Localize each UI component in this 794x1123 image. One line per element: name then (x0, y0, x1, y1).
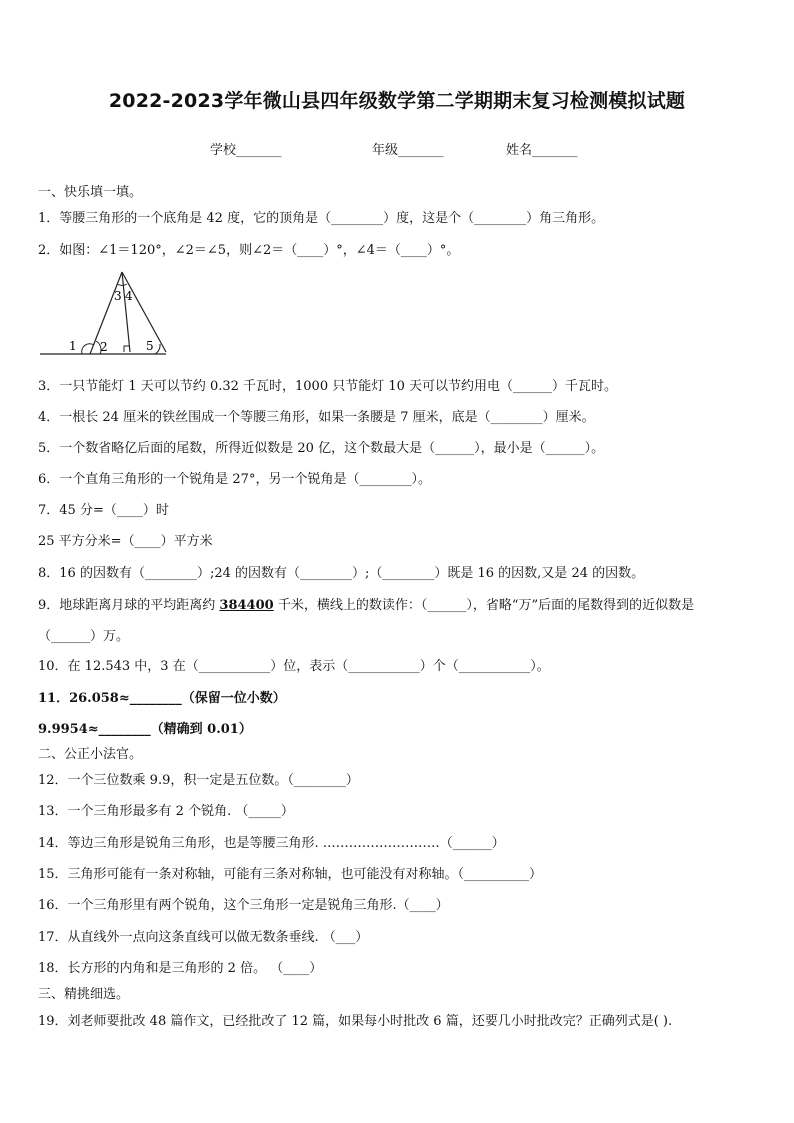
section-heading-2: 二、公正小法官。 (38, 747, 143, 762)
question-6: 6．一个直角三角形的一个锐角是 27°，另一个锐角是（________）。 (38, 472, 431, 487)
school-field: 学校_______ (210, 143, 282, 158)
question-12: 12．一个三位数乘 9.9，积一定是五位数。（________） (38, 773, 359, 788)
question-9 (38, 594, 694, 613)
apex-angle-arc (117, 284, 127, 285)
angle-label-1: 1 (69, 339, 77, 353)
page-title: 2022-2023学年微山县四年级数学第二学期期末复习检测模拟试题 (108, 90, 686, 112)
question-5: 5．一个数省略亿后面的尾数，所得近似数是 20 亿，这个数最大是（______），最小是（______）。 (38, 441, 605, 456)
question-11a: 11．26.058≈________（保留一位小数） (38, 691, 286, 706)
angle-label-4: 4 (125, 289, 133, 303)
section-heading-1: 一、快乐填一填。 (38, 185, 143, 200)
name-field: 姓名_______ (506, 143, 578, 158)
question-2: 2．如图：∠1＝120°，∠2＝∠5，则∠2＝（____）°，∠4＝（____）°。 (38, 243, 460, 258)
question-10: 10．在 12.543 中，3 在（___________）位，表示（___________）个（___________）。 (38, 659, 550, 674)
angle-5-arc (155, 344, 160, 354)
question-8: 8．16 的因数有（________）;24 的因数有（________）;（________）既是 16 的因数,又是 24 的因数。 (38, 566, 645, 581)
question-7b: 25 平方分米=（____）平方米 (38, 534, 213, 549)
question-17: 17．从直线外一点向这条直线可以做无数条垂线. （___） (38, 930, 369, 945)
angle-label-3: 3 (114, 289, 122, 303)
question-9-suffix: 千米，横线上的数读作：（______），省略“万”后面的尾数得到的近似数是 (273, 598, 695, 613)
question-4: 4．一根长 24 厘米的铁丝围成一个等腰三角形，如果一条腰是 7 厘米，底是（________）厘米。 (38, 410, 595, 425)
question-7a: 7．45 分=（____）时 (38, 503, 169, 518)
section-heading-3: 三、精挑细选。 (38, 987, 130, 1002)
question-9-continued: （______）万。 (38, 629, 130, 644)
question-13: 13．一个三角形最多有 2 个锐角. （_____） (38, 804, 294, 819)
question-19: 19．刘老师要批改 48 篇作文，已经批改了 12 篇，如果每小时批改 6 篇，还要几小时批改完？正确列式是( ). (38, 1014, 673, 1029)
triangle-angle-figure (38, 268, 178, 360)
grade-field: 年级_______ (372, 143, 444, 158)
question-18: 18．长方形的内角和是三角形的 2 倍。 （____） (38, 961, 323, 976)
angle-label-2: 2 (100, 340, 108, 354)
question-9-prefix: 9．地球距离月球的平均距离约 (38, 598, 220, 613)
question-9-number: 384400 (219, 598, 274, 613)
question-11b: 9.9954≈________（精确到 0.01） (38, 722, 252, 737)
question-1: 1．等腰三角形的一个底角是 42 度，它的顶角是（________）度，这是个（________）角三角形。 (38, 211, 605, 226)
question-15: 15．三角形可能有一条对称轴，可能有三条对称轴，也可能没有对称轴。（__________） (38, 867, 543, 882)
question-16: 16．一个三角形里有两个锐角，这个三角形一定是锐角三角形.（____） (38, 898, 449, 913)
question-14: 14．等边三角形是锐角三角形，也是等腰三角形. ………………………（______） (38, 836, 505, 851)
question-3: 3．一只节能灯 1 天可以节约 0.32 千瓦时，1000 只节能灯 10 天可以节约用电（______）千瓦时。 (38, 379, 618, 394)
angle-label-5: 5 (146, 339, 154, 353)
